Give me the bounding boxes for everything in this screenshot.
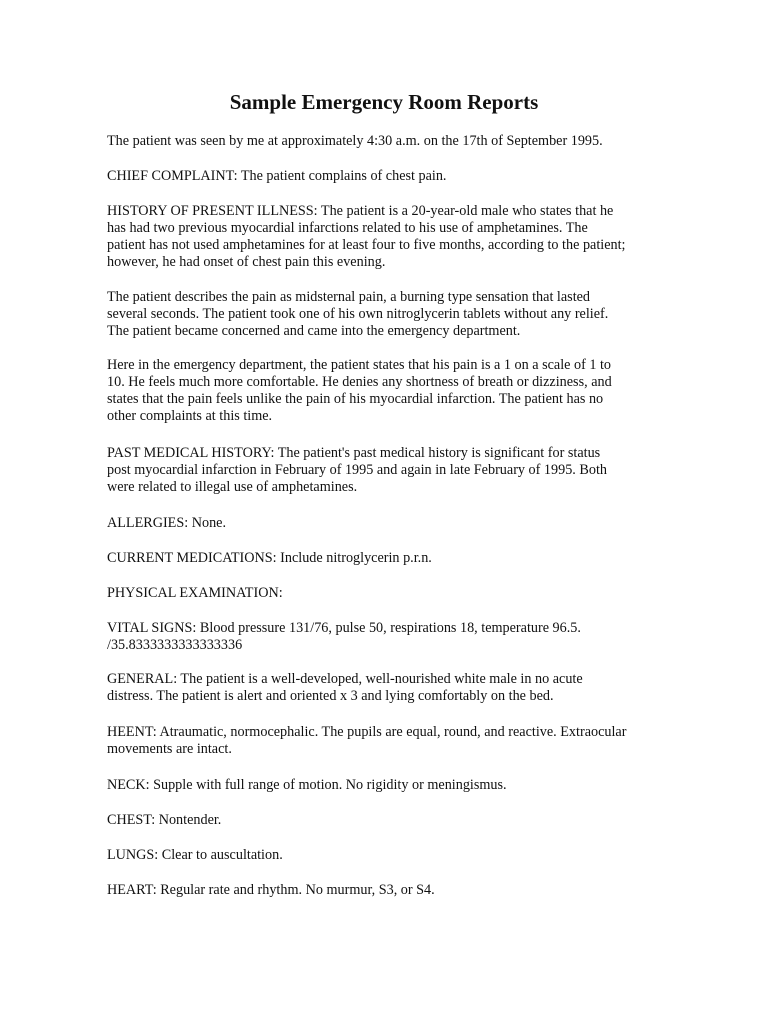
document-title: Sample Emergency Room Reports: [229, 90, 539, 114]
paragraph-neck: NECK: Supple with full range of motion. No rigidity or meningismus.: [107, 777, 507, 793]
paragraph-past-medical-history: PAST MEDICAL HISTORY: The patient's past medical history is significant for status post myocardial infarction in February of 1995 and again in late February of 1995. Both were related to illegal use of amphetamines.: [107, 445, 607, 495]
paragraph-heent: HEENT: Atraumatic, normocephalic. The pupils are equal, round, and reactive. Extraocular movements are intact.: [107, 724, 627, 757]
paragraph-chest: CHEST: Nontender.: [107, 812, 222, 828]
paragraph-history-present-illness: HISTORY OF PRESENT ILLNESS: The patient is a 20-year-old male who states that he has had two previous myocardial infarctions related to his use of amphetamines. The patient has not used amphetamines for at least four to five months, according to the patient; however, he had onset of chest pain this evening.: [107, 203, 626, 270]
paragraph-lungs: LUNGS: Clear to auscultation.: [107, 847, 283, 863]
paragraph-allergies: ALLERGIES: None.: [107, 515, 227, 531]
paragraph-visit-time: The patient was seen by me at approximately 4:30 a.m. on the 17th of September 1995.: [107, 133, 603, 149]
paragraph-general: GENERAL: The patient is a well-developed, well-nourished white male in no acute distress. The patient is alert and oriented x 3 and lying comfortably on the bed.: [107, 671, 583, 704]
paragraph-emergency-department: Here in the emergency department, the patient states that his pain is a 1 on a scale of 1 to 10. He feels much more comfortable. He denies any shortness of breath or dizziness, and states that the pain feels unlike the pain of his myocardial infarction. The patient has no other complaints at this time.: [107, 357, 612, 424]
paragraph-vital-signs: VITAL SIGNS: Blood pressure 131/76, pulse 50, respirations 18, temperature 96.5. /35.8333333333333336: [107, 620, 581, 653]
paragraph-current-medications: CURRENT MEDICATIONS: Include nitroglycerin p.r.n.: [107, 550, 432, 566]
paragraph-heart: HEART: Regular rate and rhythm. No murmur, S3, or S4.: [107, 882, 435, 898]
paragraph-physical-examination: PHYSICAL EXAMINATION:: [107, 585, 283, 601]
paragraph-chief-complaint: CHIEF COMPLAINT: The patient complains of chest pain.: [107, 168, 447, 184]
paragraph-pain-description: The patient describes the pain as midsternal pain, a burning type sensation that lasted several seconds. The patient took one of his own nitroglycerin tablets without any relief. The patient became concerned and came into the emergency department.: [107, 289, 609, 339]
